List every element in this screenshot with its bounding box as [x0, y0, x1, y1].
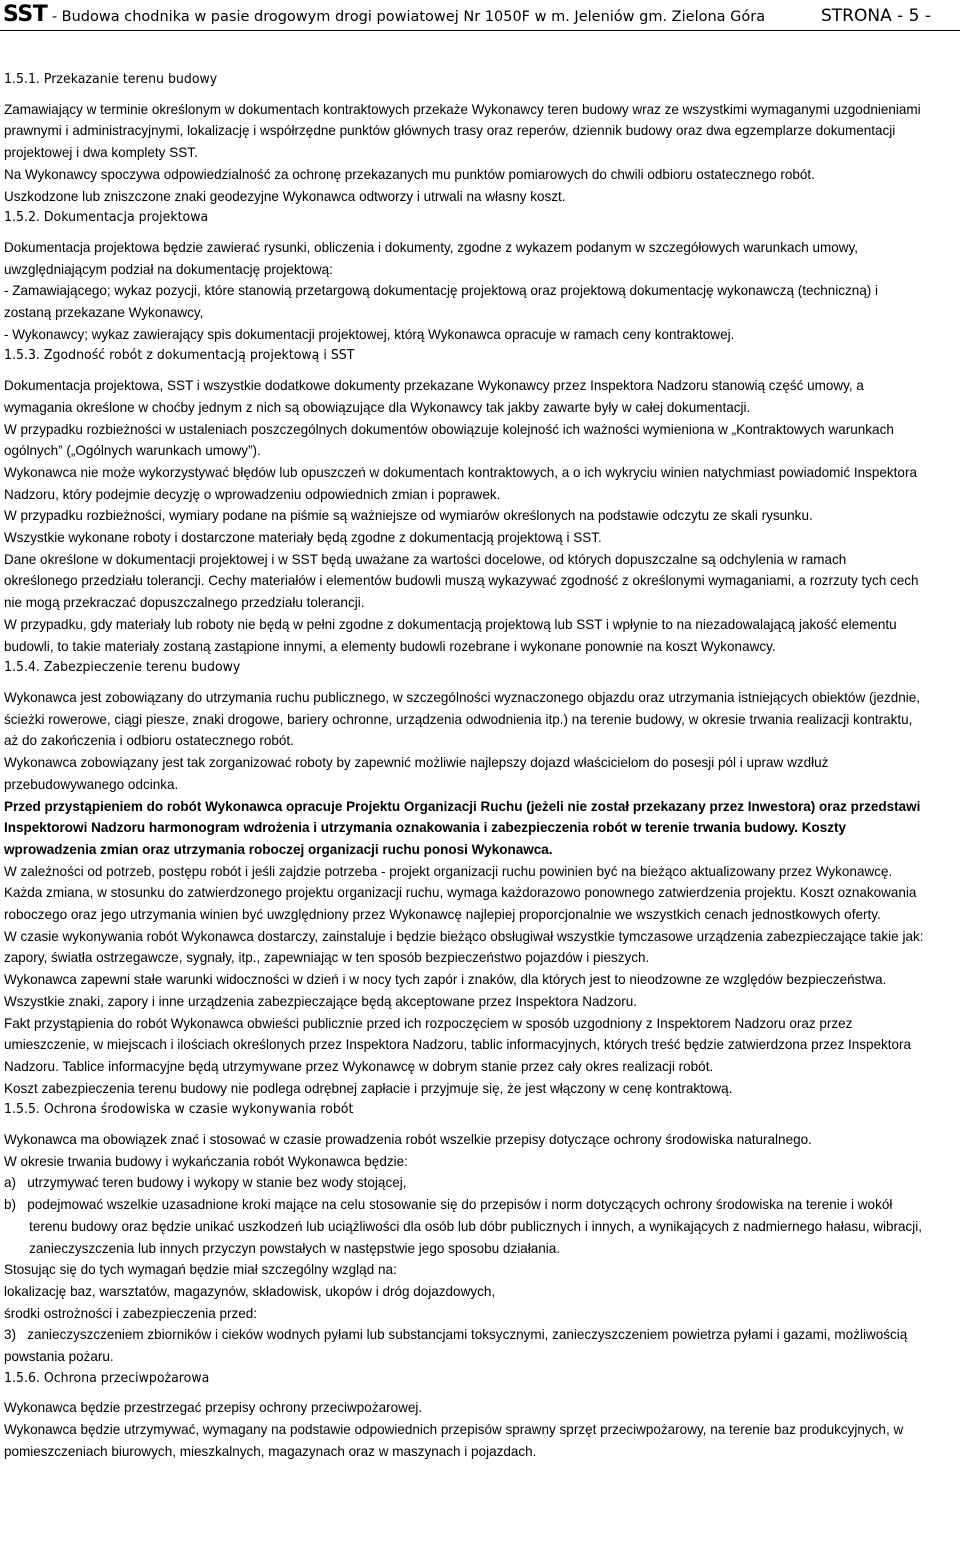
section-heading-1-5-6: 1.5.6. Ochrona przeciwpożarowa: [4, 1370, 210, 1386]
paragraph: Wszystkie znaki, zapory i inne urządzenia zabezpieczające będą akceptowane przez Inspektora Nadzoru.: [4, 992, 638, 1009]
header-page-number: STRONA - 5 -: [820, 6, 931, 26]
paragraph: Dokumentacja projektowa będzie zawierać rysunki, obliczenia i dokumenty, zgodne z wykazem podanym w szczegółowych warunkach umowy, uwzględniającym podział na dokumentację projektową:: [4, 238, 859, 277]
section-heading-1-5-2: 1.5.2. Dokumentacja projektowa: [4, 210, 209, 226]
header-title: - Budowa chodnika w pasie drogowym drogi powiatowej Nr 1050F w m. Jeleniów gm. Zielona Góra: [47, 9, 766, 25]
paragraph: Wszystkie wykonane roboty i dostarczone materiały będą zgodne z dokumentacją projektową i SST.: [4, 529, 602, 546]
paragraph: Fakt przystąpienia do robót Wykonawca obwieści publicznie przed ich rozpoczęciem w sposób uzgodniony z Inspektorem Nadzoru oraz przez umieszczenie, w miejscach i ilościach określonych przez Inspektora Nadzoru, tablic informacyjnych, których treść będzie zatwierdzona przez Inspektora Nadzoru. Tablice informacyjne będą utrzymywane przez Wykonawcę w dobrym stanie przez cały okres realizacji robót.: [4, 1014, 912, 1074]
paragraph: W zależności od potrzeb, postępu robót i jeśli zajdzie potrzeba - projekt organizacji ruchu powinien być na bieżąco aktualizowany przez Wykonawcę. Każda zmiana, w stosunku do zatwierdzonego projektu organizacji ruchu, wymaga każdorazowo ponownego zatwierdzenia projektu. Koszt oznakowania roboczego oraz jego utrzymania winien być uwzględniony przez Wykonawcę najlepiej proporcjonalnie we wszystkich cenach jednostkowych oferty.: [4, 862, 917, 923]
paragraph: Wykonawca jest zobowiązany do utrzymania ruchu publicznego, w szczególności wyznaczonego objazdu oraz utrzymania istniejących obiektów (jezdnie, ścieżki rowerowe, ciągi piesze, znaki drogowe, bariery ochronne, urządzenia odwodnienia itp.) na terenie budowy, w okresie trwania realizacji kontraktu, aż do zakończenia i odbioru ostatecznego robót.: [4, 688, 921, 749]
section-heading-1-5-4: 1.5.4. Zabezpieczenie terenu budowy: [4, 660, 241, 676]
paragraph: Stosując się do tych wymagań będzie miał szczególny wzgląd na:: [4, 1261, 397, 1278]
paragraph: W czasie wykonywania robót Wykonawca dostarczy, zainstaluje i będzie bieżąco obsługiwał wszystkie tymczasowe urządzenia zabezpieczające takie jak: zapory, światła ostrzegawcze, sygnały, itp., zapewniając w ten sposób bezpieczeństwo pojazdów i pieszych.: [4, 927, 924, 966]
paragraph: - Wykonawcy; wykaz zawierający spis dokumentacji projektowej, którą Wykonawca opracuje w ramach ceny kontraktowej.: [4, 325, 735, 342]
paragraph: W przypadku, gdy materiały lub roboty nie będą w pełni zgodne z dokumentacją projektową lub SST i wpłynie to na niezadowalającą jakość elementu budowli, to takie materiały zostaną zastąpione innymi, a elementy budowli rozebrane i wykonane ponownie na koszt Wykonawcy.: [4, 615, 897, 654]
list-item: a) utrzymywać teren budowy i wykopy w stanie bez wody stojącej,: [4, 1174, 407, 1191]
paragraph: Wykonawca będzie przestrzegać przepisy ochrony przeciwpożarowej.: [4, 1399, 423, 1416]
paragraph: Uszkodzone lub zniszczone znaki geodezyjne Wykonawca odtworzy i utrwali na własny koszt.: [4, 187, 566, 204]
list-item: b) podejmować wszelkie uzasadnione kroki mające na celu stosowanie się do przepisów i norm dotyczących ochrony środowiska na terenie i wokół terenu budowy oraz będzie unikać uszkodzeń lub uciążliwości dla osób lub dóbr publicznych i innych, a wynikających z nadmiernego hałasu, wibracji, zanieczyszczenia lub innych przyczyn powstałych w następstwie jego sposobu działania.: [4, 1196, 923, 1256]
paragraph: - Zamawiającego; wykaz pozycji, które stanowią przetargową dokumentację projektową oraz projektową dokumentację wykonawczą (techniczną) i zostaną przekazane Wykonawcy,: [4, 282, 879, 321]
section-heading-1-5-5: 1.5.5. Ochrona środowiska w czasie wykonywania robót: [4, 1102, 354, 1118]
page-header: [3, 2, 955, 28]
paragraph: W przypadku rozbieżności w ustaleniach poszczególnych dokumentów obowiązuje kolejność ich ważności wymieniona w „Kontraktowych warunkach ogólnych” („Ogólnych warunkach umowy”).: [4, 420, 894, 459]
paragraph: Koszt zabezpieczenia terenu budowy nie podlega odrębnej zapłacie i przyjmuje się, że jest włączony w cenę kontraktową.: [4, 1079, 733, 1096]
paragraph: Wykonawca ma obowiązek znać i stosować w czasie prowadzenia robót wszelkie przepisy dotyczące ochrony środowiska naturalnego.: [4, 1131, 812, 1148]
paragraph: W okresie trwania budowy i wykańczania robót Wykonawca będzie:: [4, 1152, 408, 1169]
section-heading-1-5-3: 1.5.3. Zgodność robót z dokumentacją projektową i SST: [4, 348, 355, 364]
paragraph: Zamawiający w terminie określonym w dokumentach kontraktowych przekaże Wykonawcy teren budowy wraz ze wszystkimi wymaganymi uzgodnieniami prawnymi i administracyjnymi, lokalizację i współrzędne punktów głównych trasy oraz reperów, dziennik budowy oraz dwa egzemplarze dokumentacji projektowej i dwa komplety SST.: [4, 100, 921, 161]
paragraph: Dane określone w dokumentacji projektowej i w SST będą uważane za wartości docelowe, od których dopuszczalne są odchylenia w ramach określonego przedziału tolerancji. Cechy materiałów i elementów budowli muszą wykazywać zgodność z określonymi wymaganiami, a rozrzuty tych cech nie mogą przekraczać dopuszczalnego przedziału tolerancji.: [4, 550, 919, 611]
list-item: 3) zanieczyszczeniem zbiorników i cieków wodnych pyłami lub substancjami toksycznymi, zanieczyszczeniem powietrza pyłami i gazami, możliwością powstania pożaru.: [4, 1326, 908, 1365]
paragraph: środki ostrożności i zabezpieczenia przed:: [4, 1304, 258, 1321]
paragraph: Wykonawca zobowiązany jest tak zorganizować roboty by zapewnić możliwie najlepszy dojazd właścicielom do posesji pól i upraw wzdłuż przebudowywanego odcinka.: [4, 754, 829, 792]
paragraph: Dokumentacja projektowa, SST i wszystkie dodatkowe dokumenty przekazane Wykonawcy przez Inspektora Nadzoru stanowią część umowy, a wymagania określone w choćby jednym z nich są obowiązujące dla Wykonawcy tak jakby zawarte były w całej dokumentacji.: [4, 377, 864, 415]
document-body: [4, 69, 924, 1463]
paragraph: Na Wykonawcy spoczywa odpowiedzialność za ochronę przekazanych mu punktów pomiarowych do chwili odbioru ostatecznego robót.: [4, 165, 815, 182]
header-sst-label: SST: [3, 2, 48, 27]
paragraph: Wykonawca zapewni stałe warunki widoczności w dzień i w nocy tych zapór i znaków, dla których jest to nieodzowne ze względów bezpieczeństwa.: [4, 971, 887, 988]
paragraph: lokalizację baz, warsztatów, magazynów, składowisk, ukopów i dróg dojazdowych,: [4, 1282, 496, 1299]
section-heading-1-5-1: 1.5.1. Przekazanie terenu budowy: [4, 72, 218, 87]
bold-paragraph: Przed przystąpieniem do robót Wykonawca opracuje Projektu Organizacji Ruchu (jeżeli nie został przekazany przez Inwestora) oraz przedstawi Inspektorowi Nadzoru harmonogram wdrożenia i utrzymania oznakowania i zabezpieczenia robót w terenie trwania budowy. Koszty wprowadzenia zmian oraz utrzymania roboczej organizacji ruchu ponosi Wykonawca.: [4, 797, 921, 857]
paragraph: Wykonawca nie może wykorzystywać błędów lub opuszczeń w dokumentach kontraktowych, a o ich wykryciu winien natychmiast powiadomić Inspektora Nadzoru, który podejmie decyzję o wprowadzeniu odpowiednich zmian i poprawek.: [4, 463, 917, 502]
paragraph: W przypadku rozbieżności, wymiary podane na piśmie są ważniejsze od wymiarów określonych na podstawie odczytu ze skali rysunku.: [4, 507, 813, 524]
header-divider: [0, 30, 960, 31]
paragraph: Wykonawca będzie utrzymywać, wymagany na podstawie odpowiednich przepisów sprawny sprzęt przeciwpożarowy, na terenie baz produkcyjnych, w pomieszczeniach biurowych, mieszkalnych, magazynach oraz w maszynach i pojazdach.: [4, 1421, 904, 1459]
